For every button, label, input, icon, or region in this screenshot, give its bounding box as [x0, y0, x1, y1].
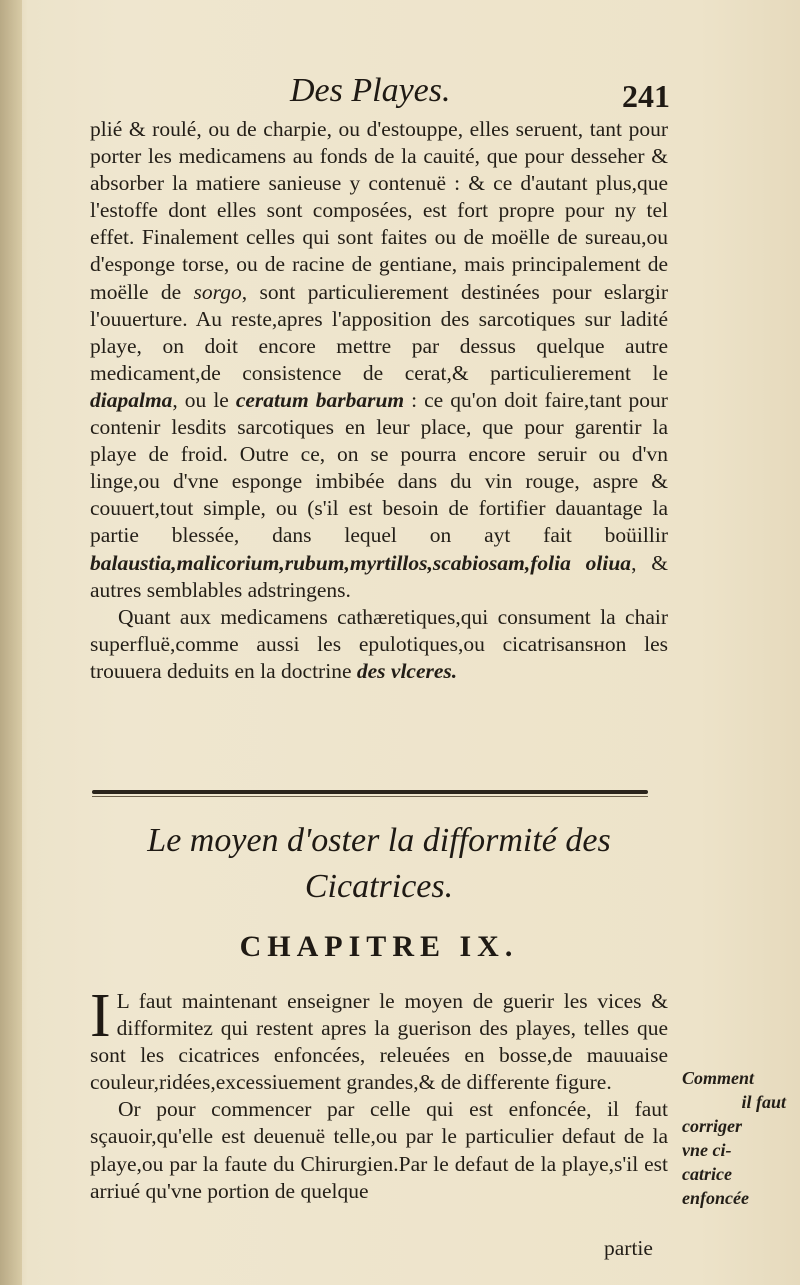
term-sorgo: sorgo: [193, 279, 242, 304]
section-paragraph-1: I L faut maintenant enseigner le moyen de guerir les vices & difformitez qui restent apres la guerison des playes, telles que sont les cicatrices enfoncées, releuées en bosse,de mauuaise couleur,ridées,excessiuement grandes,& de differente figure.: [90, 982, 668, 1095]
section-text: [90, 982, 668, 1205]
section-rule: [92, 790, 648, 794]
term-ceratum: ceratum barbarum: [235, 387, 405, 412]
page-number: 241: [622, 78, 670, 114]
drop-cap: I: [90, 982, 111, 1050]
section-paragraph-2: Or pour commencer par celle qui est enfoncée, il faut sçauoir,qu'elle est deuenuë telle,ou par le particulier defaut de la playe,ou par la faute du Chirurgien.Par le defaut de la playe,s'il est arriué qu'vne portion de quelque: [90, 1097, 668, 1203]
paragraph-2: Quant aux medicamens cathæretiques,qui consument la chair superfluë,comme aussi les epulotiques,ou cicatrisansнon les trouuera deduits en la doctrine des vlceres.: [90, 604, 668, 683]
running-title: Des Playes.: [290, 72, 451, 109]
chapter-title-line-2: Cicatrices.: [304, 868, 454, 905]
marginal-note: Comment il faut corriger vne ci- catrice enfoncée: [682, 1068, 786, 1208]
term-vlceres: des vlceres.: [356, 658, 458, 683]
section-rule-thin: [92, 796, 648, 797]
term-ingredients: balaustia,malicorium,rubum,myrtillos,scabiosam,folia oliua: [90, 550, 632, 575]
chapter-number: CHAPITRE IX.: [239, 930, 519, 963]
catchword: partie: [604, 1236, 653, 1260]
chapter-title: [90, 818, 668, 910]
chapter-title-line-1: Le moyen d'oster la difformité des: [147, 822, 611, 859]
paragraph-1: plié & roulé, ou de charpie, ou d'estouppe, elles seruent, tant pour porter les medicamens au fonds de la cauité, que pour desseher & absorber la matiere sanieuse y contenuë : & ce d'autant plus,que l'estoffe dont elles sont composées, est fort propre pour ny tel effet. Finalement celles qui sont faites ou de moëlle de sureau,ou d'esponge torse, ou de racine de gentiane, mais principalement de moëlle de sorgo, sont particulierement destinées pour eslargir l'ouuerture. Au reste,apres l'apposition des sarcotiques sur ladité playe, on doit encore mettre par dessus quelque autre medicament,de consistence de cerat,& particulierement le diapalma, ou le ceratum barbarum : ce qu'on doit faire,tant pour contenir lesdits sarcotiques en leur place, que pour garentir la playe de froid. Outre ce, on se pourra encore seruir ou d'vn linge,ou d'vne esponge imbibée dans du vin rouge, aspre & couuert,tout simple, ou (s'il est besoin de fortifier dauantage la partie blessée, dans lequel on ayt fait boüillir balaustia,malicorium,rubum,myrtillos,scabiosam,folia oliua, & autres semblables adstringens.: [90, 117, 668, 602]
body-text: [90, 116, 668, 685]
page-gutter: [0, 0, 22, 1285]
running-head: [90, 72, 670, 116]
term-diapalma: diapalma: [90, 387, 173, 412]
